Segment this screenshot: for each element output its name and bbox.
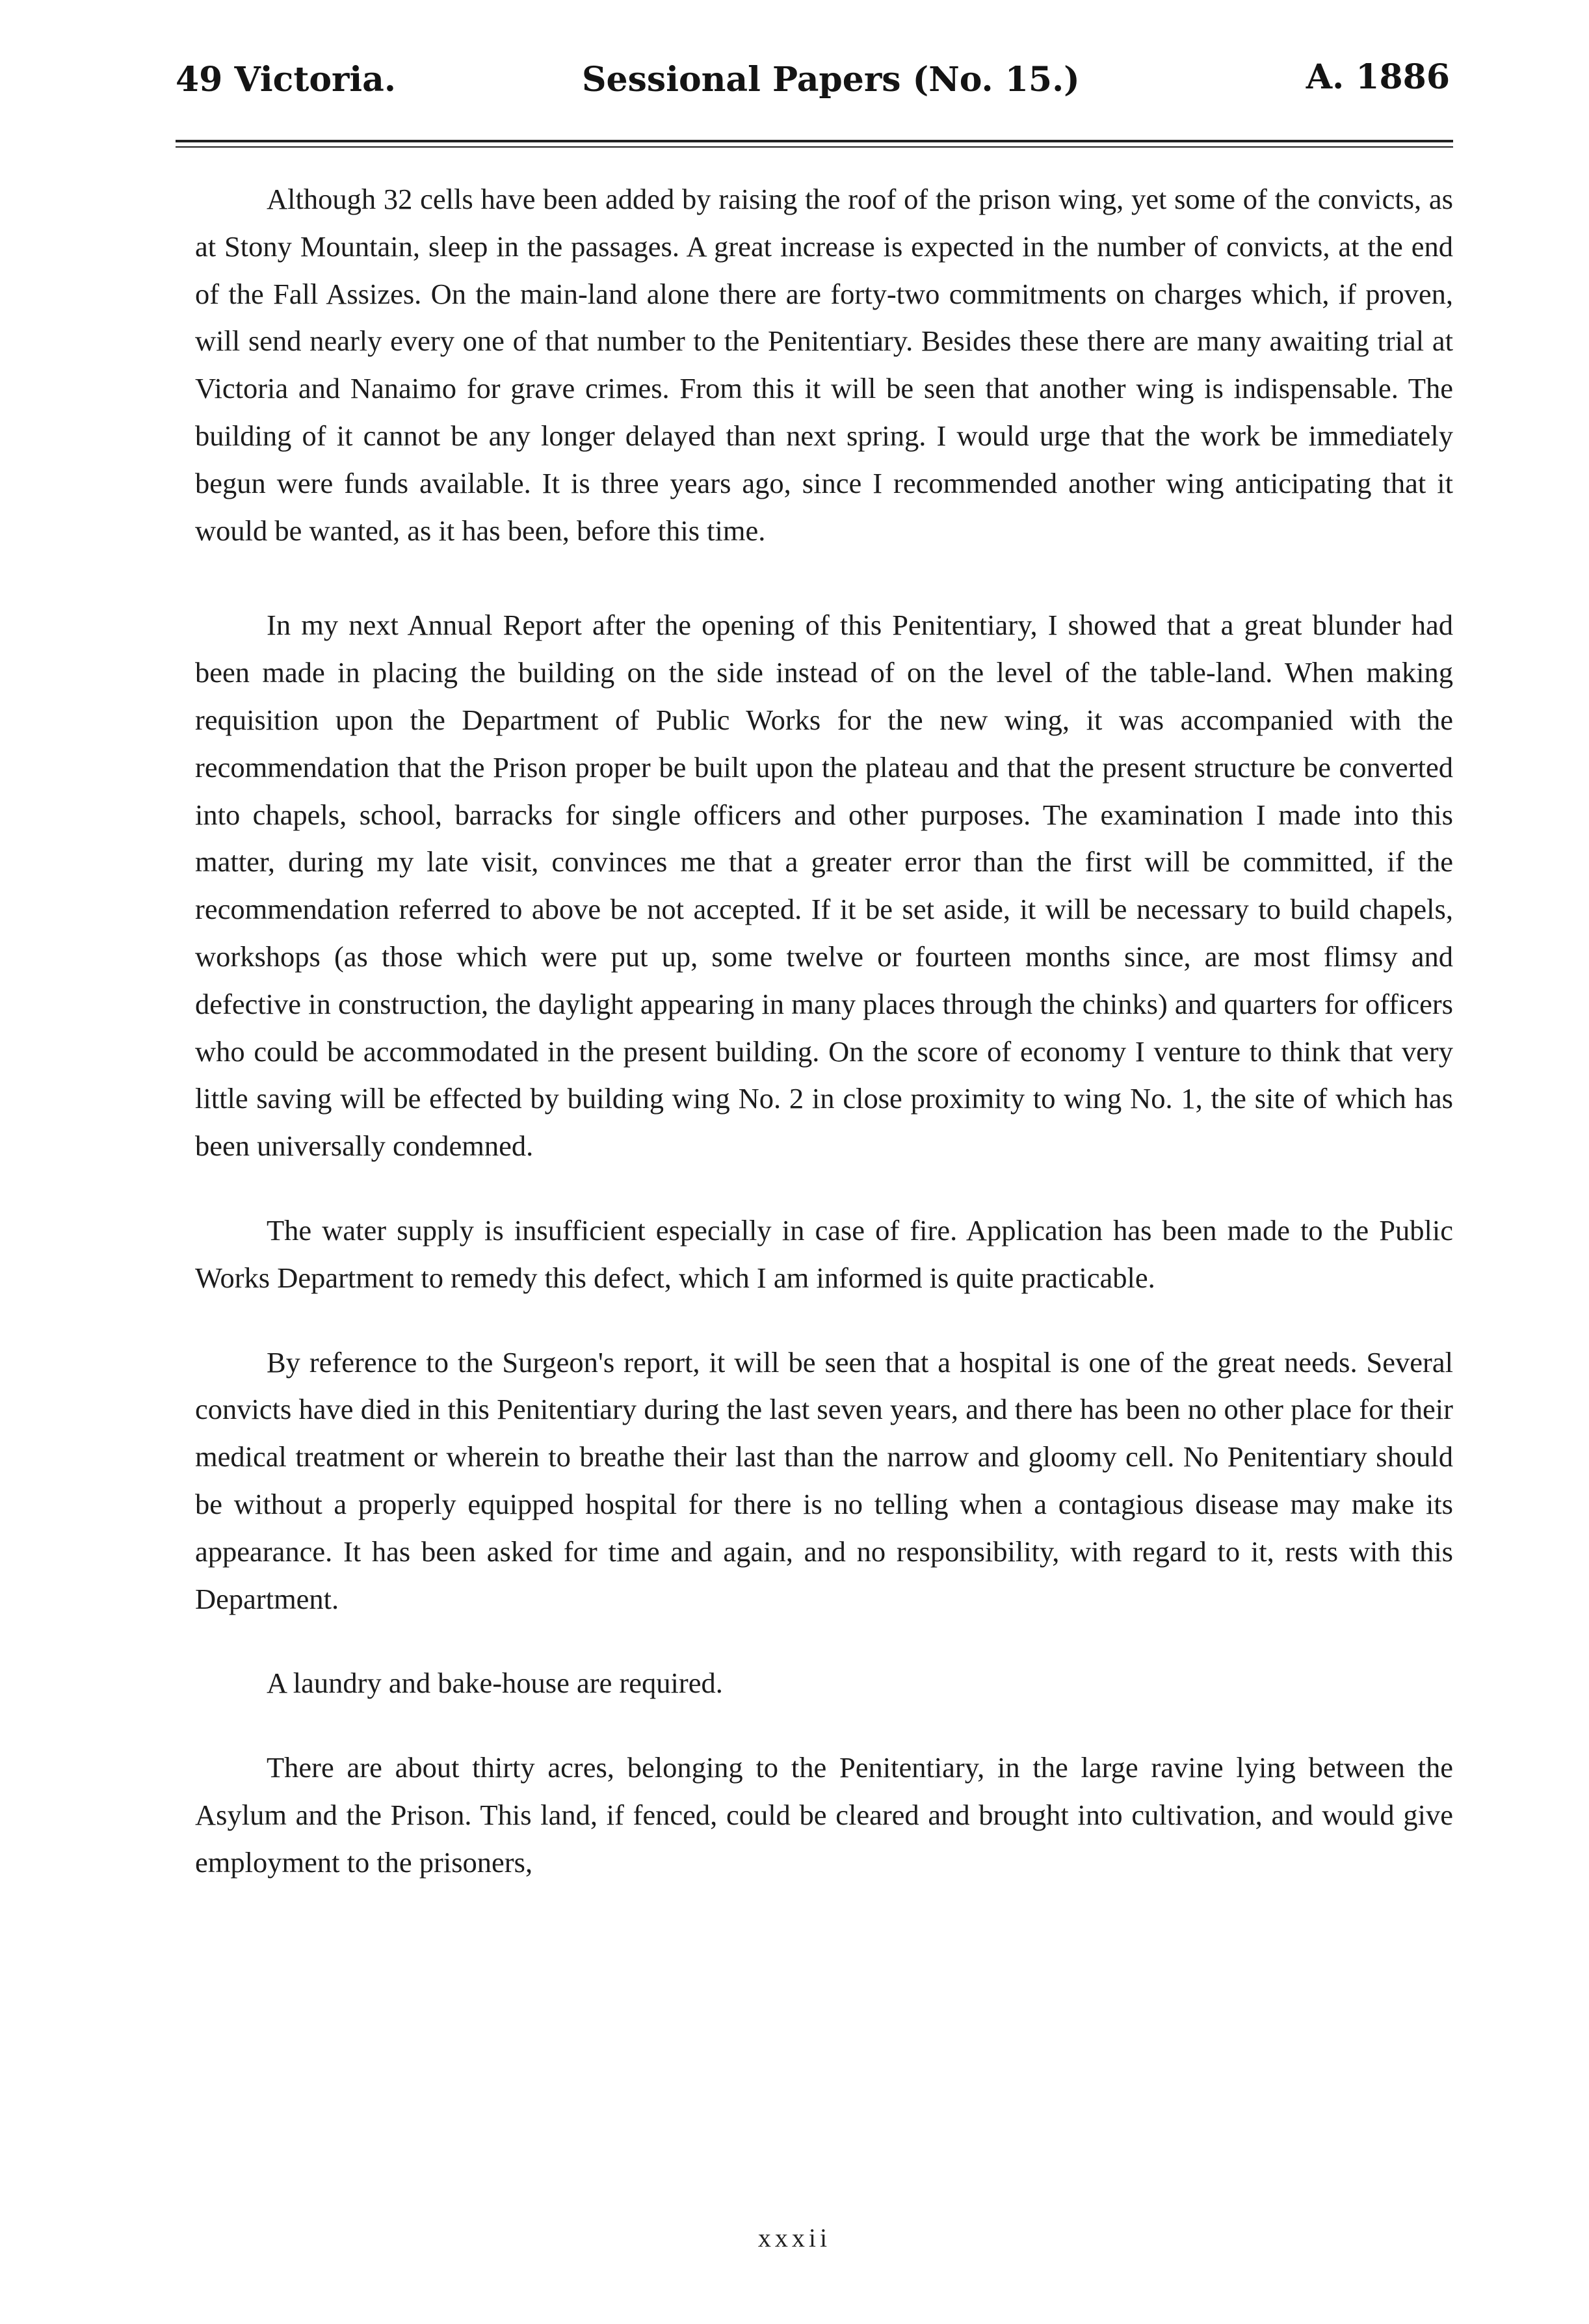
paragraph-hospital: By reference to the Surgeon's report, it will be seen that a hospital is one of the great needs. Several convicts have died in this Penitentiary during the last seven years, and there has been no other place for their medical treatment or wherein to breathe their last than the narrow and gloomy cell. No Penitentiary should be without a properly equipped hospital for there is no telling when a contagious disease may make its appearance. It has been asked for time and again, and no responsibility, with regard to it, rests with this Department. <box>195 1345 1453 1615</box>
paragraph-cells-and-new-wing: Although 32 cells have been added by raising the roof of the prison wing, yet some of the convicts, as at Stony Mountain, sleep in the passages. A great increase is expected in the number of convicts, at the end of the Fall Assizes. On the main-land alone there are forty-two commitments on charges which, if proven, will send nearly every one of that number to the Penitentiary. Besides these there are many awaiting trial at Victoria and Nanaimo for grave crimes. From this it will be seen that another wing is indispensable. The building of it cannot be any longer delayed than next spring. I would urge that the work be immediately begun were funds available. It is three years ago, since I recommended another wing anticipating that it would be wanted, as it has been, before this time. <box>195 183 1453 547</box>
header-year: A. 1886 <box>1306 57 1450 97</box>
paragraph-laundry: A laundry and bake-house are required. <box>267 1667 723 1700</box>
header-title: Sessional Papers (No. 15.) <box>582 60 1080 99</box>
paragraph-land: There are about thirty acres, belonging to the Penitentiary, in the large ravine lying between the Asylum and the Prison. This land, if fenced, could be cleared and brought into cultivation, and would give employment to the prisoners, <box>195 1751 1453 1879</box>
page-number: xxxii <box>757 2223 832 2252</box>
running-header <box>176 46 1469 111</box>
header-rule-thin <box>176 146 1453 148</box>
body-text <box>195 176 1453 1886</box>
paragraph-water-supply: The water supply is insufficient especially in case of fire. Application has been made to the Public Works Department to remedy this defect, which I am informed is quite practicable. <box>195 1213 1453 1294</box>
header-session: 49 Victoria. <box>176 60 396 99</box>
paragraph-building-site: In my next Annual Report after the opening of this Penitentiary, I showed that a great blunder had been made in placing the building on the side instead of on the level of the table-land. When making requisition upon the Department of Public Works for the new wing, it was accompanied with the recommendation that the Prison proper be built upon the plateau and that the present structure be converted into chapels, school, barracks for single officers and other purposes. The examination I made into this matter, during my late visit, convinces me that a greater error than the first will be committed, if the recommendation referred to above be not accepted. If it be set aside, it will be necessary to build chapels, workshops (as those which were put up, some twelve or fourteen months since, are most flimsy and defective in construction, the daylight appearing in many places through the chinks) and quarters for officers who could be accommodated in the present building. On the score of economy I venture to think that very little saving will be effected by building wing No. 2 in close proximity to wing No. 1, the site of which has been universally condemned. <box>195 609 1453 1163</box>
header-rule-thick <box>176 140 1453 142</box>
